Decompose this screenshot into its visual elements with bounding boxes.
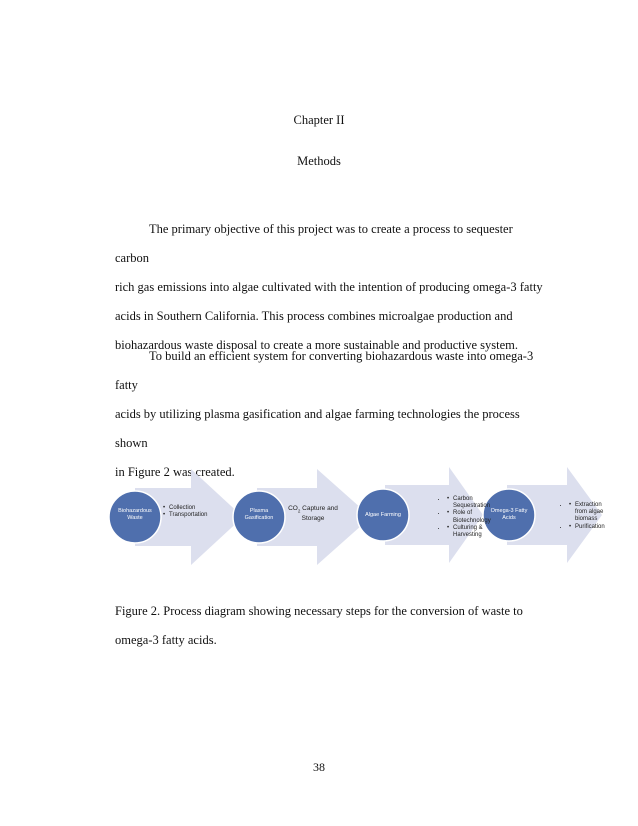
step-3-bullets — [407, 496, 497, 539]
co2-subscript: 2 — [297, 508, 301, 514]
step-3-circle-label: Algae Farming — [365, 512, 401, 518]
step-2-circle-label: Plasma Gasification — [244, 508, 274, 521]
step-4-bullets — [529, 502, 615, 531]
caption-line: omega-3 fatty acids. — [115, 633, 217, 647]
co2-text: CO — [288, 505, 298, 512]
bullet-item: • • Extraction from algae biomass — [569, 502, 615, 524]
paragraph-line: acids in Southern California. This process combines microalgae production and — [115, 309, 513, 323]
bullet-item: • • Purification — [569, 524, 615, 531]
paragraph-line: rich gas emissions into algae cultivated with the intention of producing omega-3 fatty — [115, 280, 543, 294]
paragraph-line: acids by utilizing plasma gasification and algae farming technologies the process shown — [115, 407, 520, 450]
step-2-text — [285, 505, 341, 522]
bullet-item: • Transportation — [163, 512, 207, 519]
step-4-circle-label: Omega-3 Fatty Acids — [490, 508, 528, 521]
capture-storage-text: Capture and Storage — [300, 505, 338, 522]
bullet-item: • • Culturing & Harvesting — [447, 525, 497, 539]
step-1-circle-label: Biohazardous Waste — [118, 508, 152, 521]
chapter-heading: Chapter II — [293, 113, 345, 127]
caption-line: Figure 2. Process diagram showing necessary steps for the conversion of waste to — [115, 604, 523, 618]
paragraph-line: To build an efficient system for converting biohazardous waste into omega-3 fatty — [115, 349, 534, 392]
paragraph-1 — [115, 215, 545, 360]
paragraph-line: in Figure 2 was created. — [115, 465, 235, 479]
process-diagram — [105, 465, 605, 585]
page-number: 38 — [313, 760, 325, 774]
figure-caption — [115, 597, 545, 655]
bullet-item: • Collection — [163, 505, 207, 512]
bullet-item: • • Carbon Sequestration — [447, 496, 497, 510]
step-1-bullets — [163, 505, 207, 519]
bullet-item: • • Role of Biotechnology — [447, 510, 497, 524]
paragraph-line: biohazardous waste disposal to create a more sustainable and productive system. — [115, 338, 519, 352]
section-heading: Methods — [297, 154, 341, 168]
paragraph-line: The primary objective of this project was to create a process to sequester carbon — [115, 222, 513, 265]
